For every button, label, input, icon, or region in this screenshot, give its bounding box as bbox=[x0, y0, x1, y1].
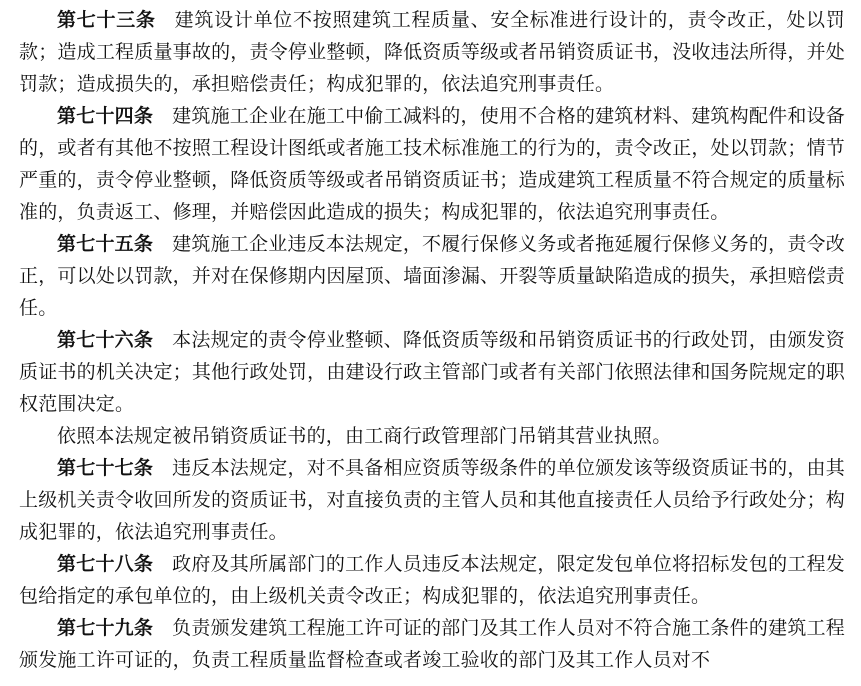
article-73 bbox=[19, 4, 845, 100]
article-text: 负责颁发建筑工程施工许可证的部门及其工作人员对不符合施工条件的建筑工程颁发施工许可证的，负责工程质量监督检查或者竣工验收的部门及其工作人员对不 bbox=[19, 617, 845, 671]
article-text: 依照本法规定被吊销资质证书的，由工商行政管理部门吊销其营业执照。 bbox=[57, 425, 672, 447]
article-79 bbox=[19, 612, 845, 676]
article-number: 第七十三条 bbox=[57, 9, 156, 31]
article-76 bbox=[19, 324, 845, 420]
article-text: 违反本法规定，对不具备相应资质等级条件的单位颁发该等级资质证书的，由其上级机关责令收回所发的资质证书，对直接负责的主管人员和其他直接责任人员给予行政处分；构成犯罪的，依法追究刑事责任。 bbox=[19, 457, 845, 543]
article-text: 政府及其所属部门的工作人员违反本法规定，限定发包单位将招标发包的工程发包给指定的承包单位的，由上级机关责令改正；构成犯罪的，依法追究刑事责任。 bbox=[19, 553, 845, 607]
article-number: 第七十七条 bbox=[57, 457, 154, 479]
article-number: 第七十九条 bbox=[57, 617, 154, 639]
article-78 bbox=[19, 548, 845, 612]
article-text: 本法规定的责令停业整顿、降低资质等级和吊销资质证书的行政处罚，由颁发资质证书的机关决定；其他行政处罚，由建设行政主管部门或者有关部门依照法律和国务院规定的职权范围决定。 bbox=[19, 329, 845, 415]
article-text: 建筑施工企业违反本法规定，不履行保修义务或者拖延履行保修义务的，责令改正，可以处以罚款，并对在保修期内因屋顶、墙面渗漏、开裂等质量缺陷造成的损失，承担赔偿责任。 bbox=[19, 233, 845, 319]
document-body bbox=[19, 4, 845, 676]
article-number: 第七十六条 bbox=[57, 329, 154, 351]
article-text: 建筑施工企业在施工中偷工减料的，使用不合格的建筑材料、建筑构配件和设备的，或者有其他不按照工程设计图纸或者施工技术标准施工的行为的，责令改正，处以罚款；情节严重的，责令停业整顿，降低资质等级或者吊销资质证书；造成建筑工程质量不符合规定的质量标准的，负责返工、修理，并赔偿因此造成的损失；构成犯罪的，依法追究刑事责任。 bbox=[19, 105, 845, 223]
article-75 bbox=[19, 228, 845, 324]
article-text: 建筑设计单位不按照建筑工程质量、安全标准进行设计的，责令改正，处以罚款；造成工程质量事故的，责令停业整顿，降低资质等级或者吊销资质证书，没收违法所得，并处罚款；造成损失的，承担赔偿责任；构成犯罪的，依法追究刑事责任。 bbox=[19, 9, 845, 95]
article-77 bbox=[19, 452, 845, 548]
article-number: 第七十五条 bbox=[57, 233, 154, 255]
article-74 bbox=[19, 100, 845, 228]
article-number: 第七十八条 bbox=[57, 553, 154, 575]
article-76-paragraph-2 bbox=[19, 420, 845, 452]
article-number: 第七十四条 bbox=[57, 105, 154, 127]
